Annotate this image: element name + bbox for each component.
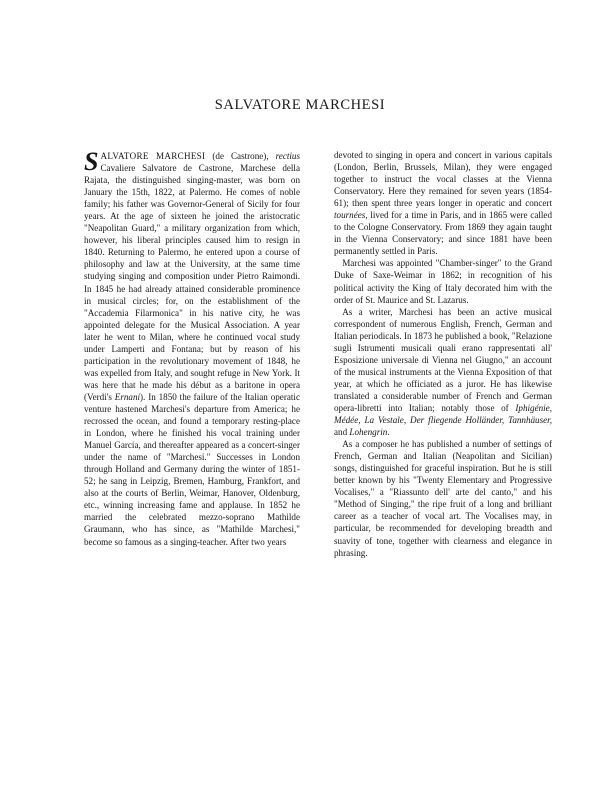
paragraph-biography-continued <box>334 149 552 257</box>
paragraph-composer: As a composer he has published a number of settings of French, German and Italian (Neapolitan and Sicilian) songs, distinguished for graceful inspiration. But he is still better known by his "Twenty Elementary and Progressive Vocalises," a "Riassunto dell' arte del canto," and his "Method of Singing," the ripe fruit of a long and brilliant career as a teacher of vocal art. The Vocalises may, in particular, be recommended for developing breadth and suavity of tone, together with clearness and elegance in phrasing. <box>334 439 552 558</box>
opera-title: Lohengrin <box>349 427 388 438</box>
text-segment: As a writer, Marchesi has been an active musical correspondent of numerous English, French, German and Italian periodicals. In 1873 he published a book, "Relazione sugli Istrumenti musicali quali erano rappresentati all' Esposizione universale di Vienna nel Giugno," an account of the musical instruments at the Vienna Exposition of that year, at which he officiated as a juror. He has likewise translated a considerable number of French and German opera-libretti into Italian; notably those of <box>334 306 552 413</box>
text-segment: Cavaliere Salvatore de Castrone, Marchese della Rajata, the distinguished singing-master, was born on January the 15th, 1822, at Palermo. He comes of noble family; his father was Governor-General of Sicily for four years. At the age of sixteen he joined the aristocratic "Neapolitan Guard," a military organization from which, however, his liberal principles caused him to resign in 1840. Returning to Palermo, he entered upon a course of philosophy and law at the University, at the same time studying singing and composition under Pietro Raimondi. In 1845 he had already attained considerable prominence in musical circles; for, on the establishment of the "Accademia Filarmonica" in his native city, he was appointed delegate for the Musical Association. A year later he went to Milan, where he continued vocal study under Lamperti and Fontana; but by reason of his participation in the revolutionary movement of 1848, he was expelled from Italy, and sought refuge in New York. It was here that he made his début as a baritone in opera (Verdi's <box>84 163 300 402</box>
right-column <box>334 149 552 559</box>
text-segment: (de Castrone), <box>205 151 276 161</box>
text-segment: devoted to singing in opera and concert in various capitals (London, Berlin, Brussels, Milan), they were engaged together to instruct the vocal classes at the Vienna Conservatory. Here they remained for seven years (1854-61); then spent three years longer in operatic and concert <box>334 150 552 209</box>
paragraph-writer <box>334 306 552 439</box>
opera-titles-list: Iphigénie, Médée, La Vestale, Der fliegende Holländer, Tannhäuser, <box>334 402 552 426</box>
left-column <box>84 147 301 548</box>
text-segment: ). In 1850 the failure of the Italian operatic venture hastened Marchesi's departure from America; he recrossed the ocean, and found a temporary resting-place in London, where he finished his vocal training under Manuel Garcia, and thereafter appeared as a concert-singer under the name of "Marchesi." Successes in London through Holland and Germany during the winter of 1851-52; he sang in Leipzig, Bremen, Hamburg, Frankfort, and also at the courts of Berlin, Weimar, Hanover, Oldenburg, etc., winning increasing fame and applause. In 1852 he married the celebrated mezzo-soprano Mathilde Graumann, who has since, as "Mathilde Marchesi," become so famous as a singing-teacher. After two years <box>84 391 300 547</box>
text-segment: and <box>334 427 350 438</box>
paragraph-biography-opening <box>84 147 301 548</box>
italic-term: rectius <box>275 151 301 161</box>
italic-term: tournées <box>334 210 366 221</box>
text-segment: , lived for a time in Paris, and in 1865 were called to the Cologne Conservatory. From 1869 they again taught in the Vienna Conservatory; and since 1881 have been permanently settled in Paris. <box>334 210 552 257</box>
drop-cap-letter: S <box>84 147 99 176</box>
subject-name-heading: ALVATORE MARCHESI <box>100 151 206 161</box>
opera-title: Ernani <box>114 391 141 402</box>
text-segment: . <box>387 427 390 438</box>
paragraph-honors: Marchesi was appointed "Chamber-singer" to the Grand Duke of Saxe-Weimar in 1862; in recognition of his political activity the King of Italy decorated him with the order of St. Maurice and St. Lazarus. <box>334 258 552 305</box>
page-title: SALVATORE MARCHESI <box>214 97 386 113</box>
